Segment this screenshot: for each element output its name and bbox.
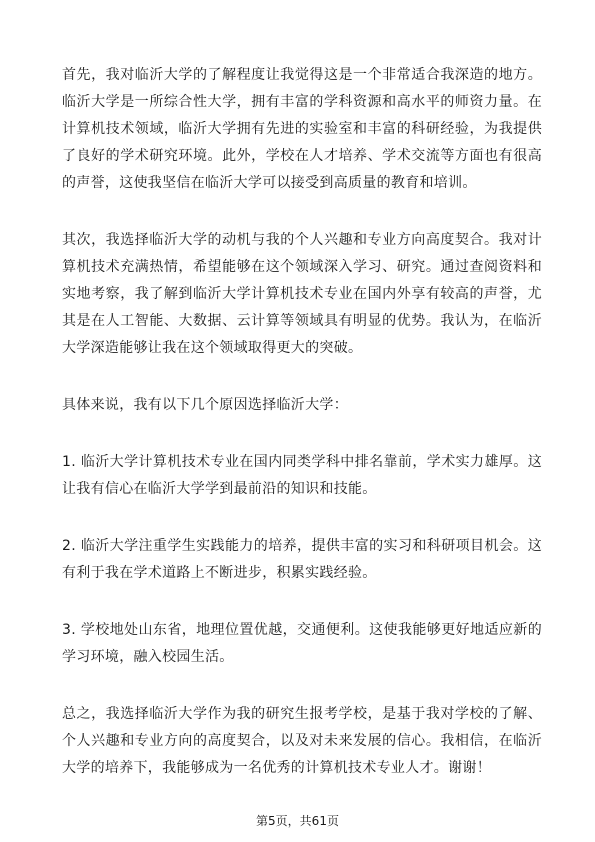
paragraph-reasons-lead: 具体来说，我有以下几个原因选择临沂大学： — [62, 397, 348, 413]
page-number-footer: 第5页，共61页 — [256, 814, 339, 828]
paragraph-reason-3: 3. 学校地处山东省，地理位置优越，交通便利。这使我能够更好地适应新的学习环境，融入校园生活。 — [62, 622, 542, 665]
paragraph-intro: 首先，我对临沂大学的了解程度让我觉得这是一个非常适合我深造的地方。临沂大学是一所综合性大学，拥有丰富的学科资源和高水平的师资力量。在计算机技术领域，临沂大学拥有先进的实验室和丰富的科研经验，为我提供了良好的学术研究环境。此外，学校在人才培养、学术交流等方面也有很高的声誉，这使我坚信在临沂大学可以接受到高质量的教育和培训。 — [62, 67, 542, 191]
paragraph-reason-2: 2. 临沂大学注重学生实践能力的培养，提供丰富的实习和科研项目机会。这有利于我在学术道路上不断进步，积累实践经验。 — [62, 538, 542, 581]
document-body — [62, 62, 542, 812]
paragraph-reason-1: 1. 临沂大学计算机技术专业在国内同类学科中排名靠前，学术实力雄厚。这让我有信心在临沂大学学到最前沿的知识和技能。 — [62, 454, 542, 497]
paragraph-motivation: 其次，我选择临沂大学的动机与我的个人兴趣和专业方向高度契合。我对计算机技术充满热情，希望能够在这个领域深入学习、研究。通过查阅资料和实地考察，我了解到临沂大学计算机技术专业在国内外享有较高的声誉，尤其是在人工智能、大数据、云计算等领域具有明显的优势。我认为，在临沂大学深造能够让我在这个领域取得更大的突破。 — [62, 232, 542, 356]
paragraph-conclusion: 总之，我选择临沂大学作为我的研究生报考学校，是基于我对学校的了解、个人兴趣和专业方向的高度契合，以及对未来发展的信心。我相信，在临沂大学的培养下，我能够成为一名优秀的计算机技术专业人才。谢谢！ — [62, 706, 542, 776]
